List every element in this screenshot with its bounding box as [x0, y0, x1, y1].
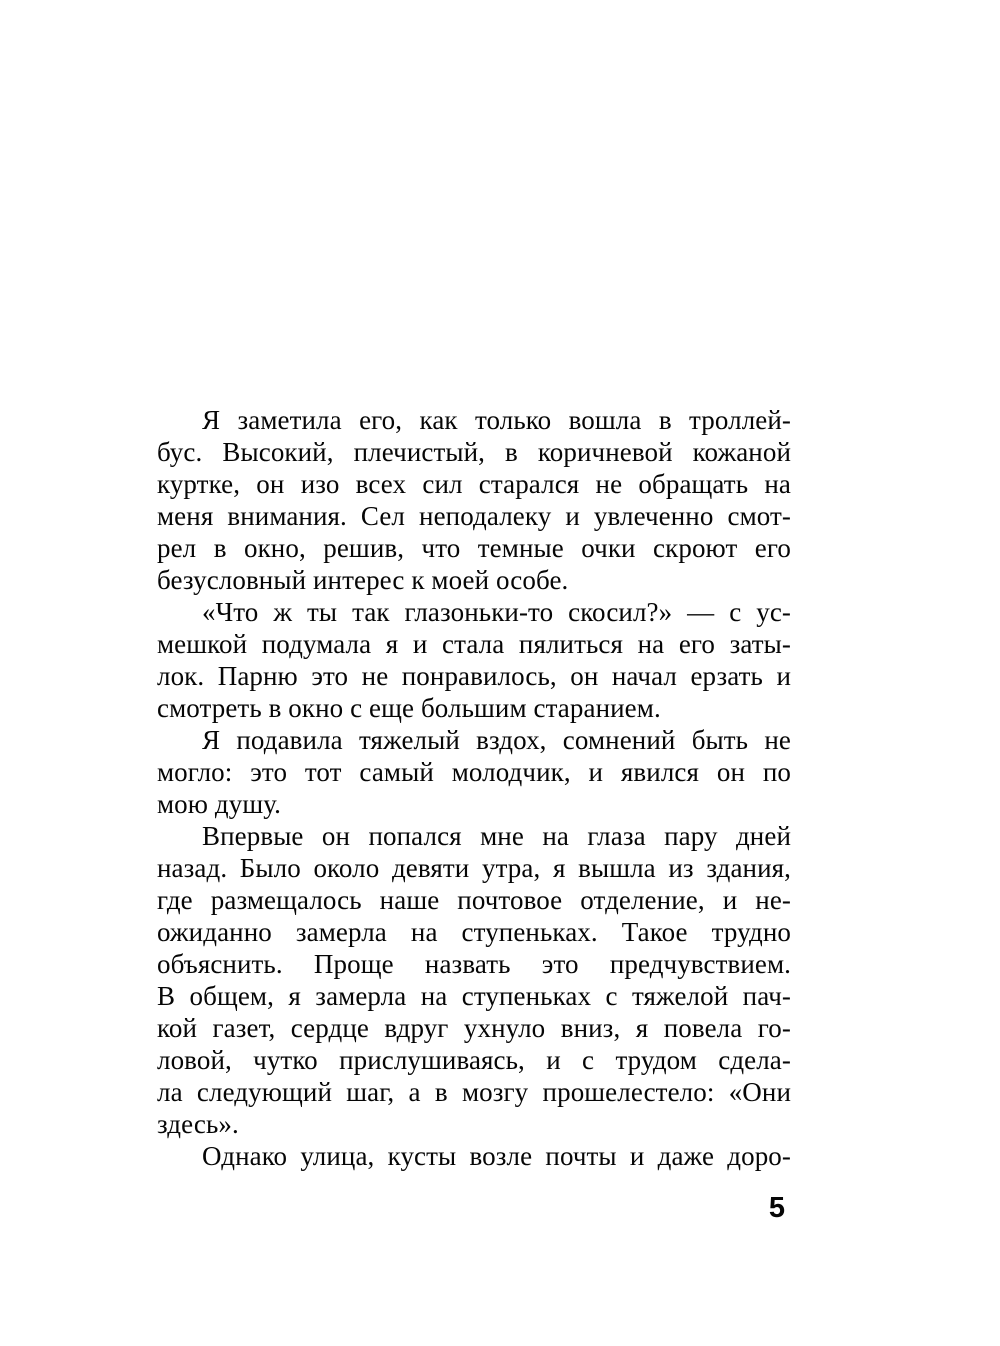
text-line: могло: это тот самый молодчик, и явился он по — [157, 757, 791, 787]
text-line: мешкой подумала я и стала пялиться на его заты- — [157, 629, 791, 659]
text-line: бус. Высокий, плечистый, в коричневой кожаной — [157, 437, 791, 467]
text-line: смотреть в окно с еще большим старанием. — [157, 693, 661, 723]
page-number: 5 — [768, 1192, 785, 1224]
text-line: объяснить. Проще назвать это предчувствием. — [157, 949, 791, 979]
page-text — [157, 404, 791, 1172]
text-line: меня внимания. Сел неподалеку и увлеченно смот- — [157, 501, 791, 531]
text-line: назад. Было около девяти утра, я вышла из здания, — [157, 853, 791, 883]
text-line: где размещалось наше почтовое отделение, и не- — [157, 885, 791, 915]
text-line: ожиданно замерла на ступеньках. Такое трудно — [157, 917, 791, 947]
text-line: безусловный интерес к моей особе. — [157, 565, 569, 595]
text-line: «Что ж ты так глазоньки-то скосил?» — с ус- — [202, 597, 791, 627]
text-line: ла следующий шаг, а в мозгу прошелестело: «Они — [157, 1077, 791, 1107]
text-line: куртке, он изо всех сил старался не обращать на — [157, 469, 791, 499]
text-line: лок. Парню это не понравилось, он начал ерзать и — [157, 661, 791, 691]
paragraph — [157, 596, 791, 724]
text-line: рел в окно, решив, что темные очки скроют его — [157, 533, 791, 563]
text-line: Впервые он попался мне на глаза пару дней — [202, 821, 791, 851]
text-line: Я заметила его, как только вошла в троллей- — [202, 405, 791, 435]
paragraph — [157, 404, 791, 596]
text-line: Я подавила тяжелый вздох, сомнений быть не — [202, 725, 791, 755]
text-line: кой газет, сердце вдруг ухнуло вниз, я повела го- — [157, 1013, 791, 1043]
text-line: В общем, я замерла на ступеньках с тяжелой пач- — [157, 981, 791, 1011]
text-line: мою душу. — [157, 789, 281, 819]
paragraph — [157, 724, 791, 820]
text-line: Однако улица, кусты возле почты и даже доро- — [202, 1141, 791, 1171]
text-line: ловой, чутко прислушиваясь, и с трудом сдела- — [157, 1045, 791, 1075]
paragraph — [157, 820, 791, 1140]
paragraph — [157, 1140, 791, 1172]
text-line: здесь». — [157, 1109, 239, 1139]
